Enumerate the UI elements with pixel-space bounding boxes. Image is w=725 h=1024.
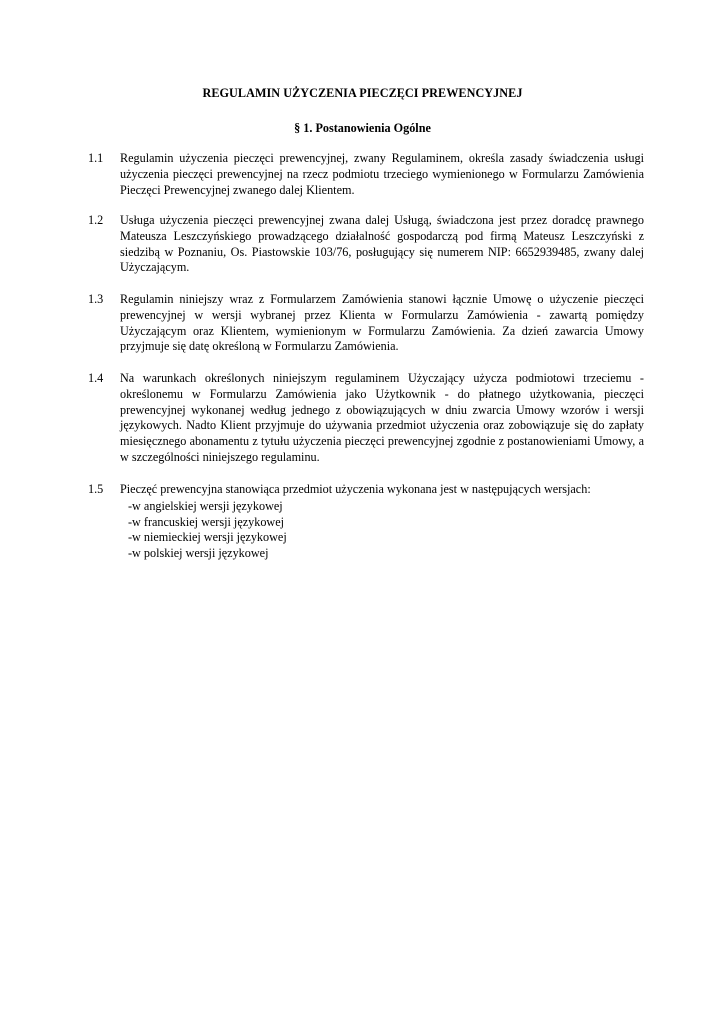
document-title: REGULAMIN UŻYCZENIA PIECZĘCI PREWENCYJNEJ — [202, 86, 523, 100]
list-item: -w niemieckiej wersji językowej — [128, 530, 287, 545]
clause-1-2 — [88, 213, 644, 276]
language-version-list — [128, 499, 644, 562]
clause-number: 1.1 — [88, 151, 104, 165]
clause-number: 1.5 — [88, 482, 104, 496]
clause-text: Pieczęć prewencyjna stanowiąca przedmiot użyczenia wykonana jest w następujących wersjach: — [120, 482, 591, 496]
list-item: -w francuskiej wersji językowej — [128, 514, 285, 529]
clause-number: 1.2 — [88, 213, 104, 227]
clause-number: 1.3 — [88, 292, 104, 306]
list-item: -w polskiej wersji językowej — [128, 546, 269, 561]
clause-1-3 — [88, 292, 644, 355]
clause-number: 1.4 — [88, 371, 104, 385]
clause-1-4 — [88, 371, 644, 466]
list-item: -w angielskiej wersji językowej — [128, 498, 283, 513]
clause-1-5 — [88, 482, 644, 562]
clause-1-1 — [88, 151, 644, 198]
clause-text: Regulamin użyczenia pieczęci prewencyjnej, zwany Regulaminem, określa zasady świadczenia usługi użyczenia pieczęci prewencyjnej na rzecz podmiotu trzeciego wymienionego w Formularzu Zamówienia Pieczęci Prewencyjnej zwanego dalej Klientem. — [120, 151, 644, 197]
clause-text: Usługa użyczenia pieczęci prewencyjnej zwana dalej Usługą, świadczona jest przez doradcę prawnego Mateusza Leszczyńskiego prowadzącego działalność gospodarczą pod firmą Mateusz Leszczyński z siedzibą w Poznaniu, Os. Piastowskie 103/76, posługujący się numerem NIP: 6652939485, zwany dalej Użyczającym. — [120, 213, 644, 275]
section-heading: § 1. Postanowienia Ogólne — [294, 121, 431, 135]
clause-text: Regulamin niniejszy wraz z Formularzem Zamówienia stanowi łącznie Umowę o użyczenie pieczęci prewencyjnej w wersji wybranej przez Klienta w Formularzu Zamówienia - zawartą pomiędzy Użyczającym oraz Klientem, wymienionym w Formularzu Zamówienia. Za dzień zawarcia Umowy przyjmuje się datę określoną w Formularzu Zamówienia. — [120, 292, 644, 354]
clause-text: Na warunkach określonych niniejszym regulaminem Użyczający użycza podmiotowi trzeciemu - określonemu w Formularzu Zamówienia jako Użytkownik - do płatnego użytkowania, pieczęci prewencyjnej wykonanej według jednego z obowiązujących w dniu zwarcia Umowy wzorów i wersji językowych. Nadto Klient przyjmuje do używania przedmiot użyczenia oraz zobowiązuje się do zapłaty miesięcznego abonamentu z tytułu użyczenia pieczęci prewencyjnej zgodnie z postanowieniami Umowy, a w szczególności niniejszego regulaminu. — [120, 371, 644, 464]
